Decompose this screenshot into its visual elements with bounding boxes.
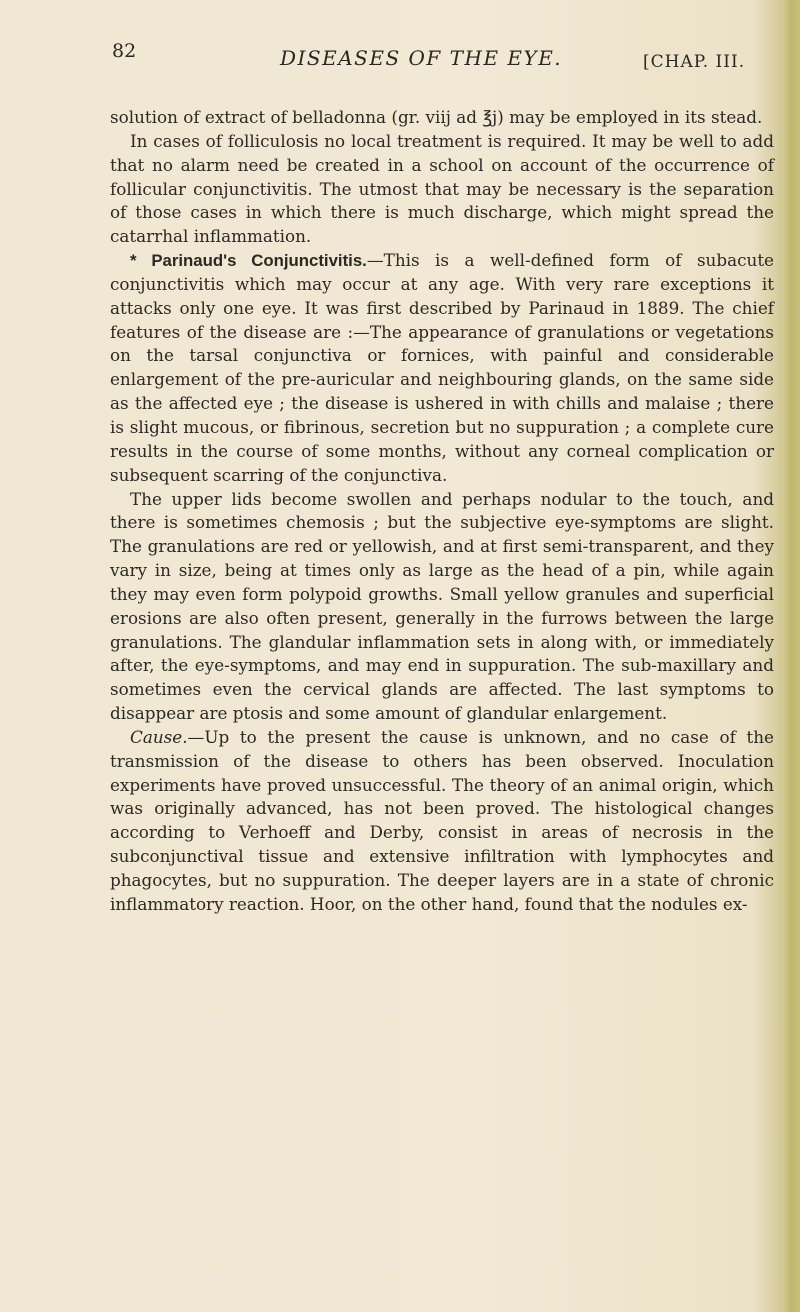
paragraph-1-text: solution of extract of belladonna (gr. viij ad ℥j) may be employed in its stead.: [110, 107, 763, 127]
page-number: 82: [112, 40, 137, 62]
page-header: [112, 40, 772, 84]
paragraph-3-text: —This is a well-defined form of subacute conjunctivitis which may occur at any age. With very rare exceptions it attacks only one eye. It was first described by Parinaud in 1889. The chief features of the disease are :—The appearance of granulations or vegetations on the tarsal conjunctiva or fornices, with painful and considerable enlargement of the pre-auricular and neighbouring glands, on the same side as the affected eye ; the disease is ushered in with chills and malaise ; there is slight mucous, or fibrinous, secretion but no suppuration ; a complete cure results in the course of some months, without any corneal complication or subsequent scarring of the conjunctiva.: [110, 250, 774, 485]
page-edge-shadow: [782, 0, 800, 1312]
body-text: [110, 106, 774, 917]
chapter-marker: [CHAP. III.: [643, 52, 746, 72]
paragraph-4-text: The upper lids become swollen and perhaps nodular to the touch, and there is sometimes chemosis ; but the subjective eye-symptoms are slight. The granulations are red or yellowish, and at first semi-transparent, and they vary in size, being at times only as large as the head of a pin, while again they may even form polypoid growths. Small yellow granules and superficial erosions are also often present, generally in the furrows between the large granulations. The glandular inflammation sets in along with, or immediately after, the eye-symptoms, and may end in suppuration. The sub-maxillary and sometimes even the cervical glands are affected. The last symptoms to disappear are ptosis and some amount of glandular enlargement.: [110, 488, 774, 724]
paragraph-2-text: In cases of folliculosis no local treatment is required. It may be well to add that no alarm need be created in a school on account of the occurrence of follicular conjunctivitis. The utmost that may be necessary is the separation of those cases in which there is much discharge, which might spread the catarrhal inflammation.: [110, 130, 774, 247]
paragraph-1: [110, 106, 774, 130]
paragraph-4: [110, 488, 774, 726]
section-heading-cause: Cause.: [130, 726, 188, 747]
paragraph-5: [110, 726, 774, 917]
paragraph-3: [110, 249, 774, 487]
running-title: DISEASES OF THE EYE.: [280, 46, 563, 70]
paragraph-2: [110, 130, 774, 249]
section-heading-parinaud: * Parinaud's Conjunctivitis.: [130, 251, 367, 271]
paragraph-5-text: —Up to the present the cause is unknown, and no case of the transmission of the disease to others has been observed. Inoculation experiments have proved unsuccessful. The theory of an animal origin, which was originally advanced, has not been proved. The histological changes according to Verhoeff and Derby, consist in areas of necrosis in the subconjunctival tissue and extensive infiltration with lymphocytes and phagocytes, but no suppuration. The deeper layers are in a state of chronic inflammatory reaction. Hoor, on the other hand, found that the nodules ex-: [110, 726, 774, 914]
